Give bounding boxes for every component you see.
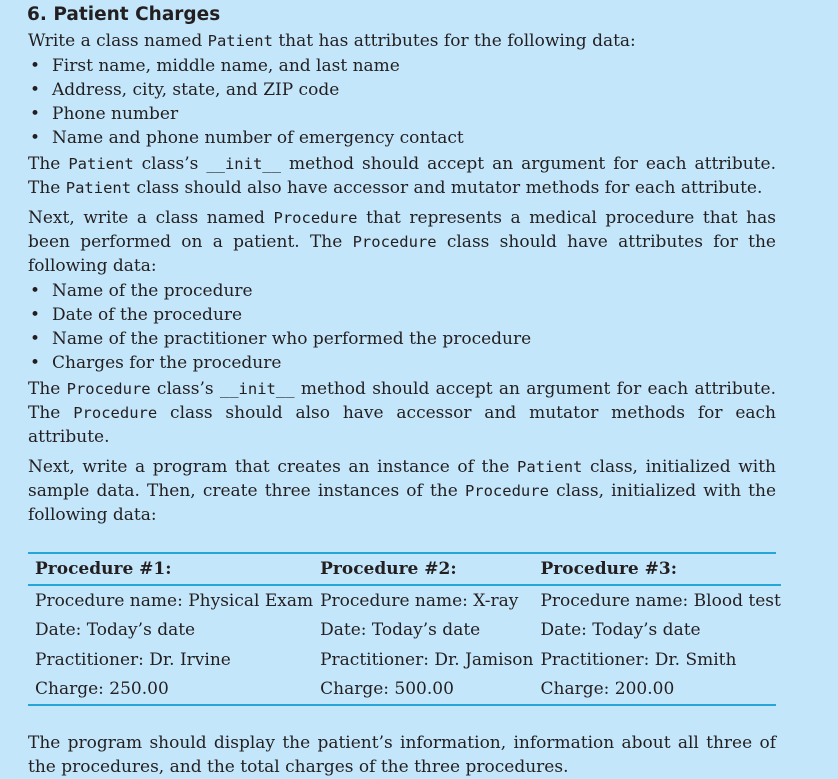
- text: The: [28, 379, 67, 399]
- text: class should have attributes for the following data:: [28, 232, 776, 276]
- list-item: [28, 351, 776, 375]
- list-item-text: Address, city, state, and ZIP code: [52, 80, 340, 100]
- text: Write a class named: [28, 31, 208, 51]
- list-item-text: Name of the procedure: [52, 281, 253, 301]
- table-cell: Procedure name: X-ray: [320, 590, 519, 611]
- text: class’s: [150, 379, 220, 399]
- list-item-text: Charges for the procedure: [52, 353, 282, 373]
- class-name-code: Procedure: [73, 404, 158, 422]
- list-item: [28, 102, 776, 126]
- method-name-code: __init__: [219, 380, 295, 398]
- bullet-icon: •: [30, 305, 41, 325]
- text: Next, write a class named: [28, 208, 274, 228]
- table-cell: Practitioner: Dr. Jamison: [320, 649, 534, 670]
- table-cell: Procedure name: Physical Exam: [35, 590, 314, 611]
- table-cell: Practitioner: Dr. Smith: [540, 649, 737, 670]
- list-item-text: First name, middle name, and last name: [52, 56, 400, 76]
- list-item-text: Name of the practitioner who performed the procedure: [52, 329, 532, 349]
- table-cell: Date: Today’s date: [35, 620, 196, 641]
- table-cell: Date: Today’s date: [540, 620, 701, 641]
- class-name-code: Patient: [207, 32, 273, 50]
- table-cell: Charge: 250.00: [35, 679, 169, 700]
- text: Next, write a program that creates an instance of the: [28, 457, 518, 477]
- bullet-icon: •: [30, 353, 41, 373]
- column-header: Procedure #2:: [313, 554, 533, 585]
- procedure-attributes-list: [28, 279, 776, 375]
- list-item: [28, 279, 776, 303]
- bullet-icon: •: [30, 281, 41, 301]
- bullet-icon: •: [30, 56, 41, 76]
- column-header: Procedure #3:: [533, 554, 780, 585]
- table-row: [28, 645, 781, 675]
- text: method should accept an argument for each attribute. The: [28, 379, 776, 423]
- procedure-class-paragraph: [28, 206, 776, 278]
- class-name-code: Patient: [517, 458, 583, 476]
- text: that represents a medical procedure that has been performed on a patient. The: [28, 208, 776, 252]
- bullet-icon: •: [30, 329, 41, 349]
- class-name-code: Procedure: [464, 482, 549, 500]
- list-item-text: Name and phone number of emergency contact: [52, 128, 464, 148]
- closing-paragraph: The program should display the patient’s information, information about all three of the procedures, and the total charges of the three procedures.: [28, 733, 776, 777]
- class-name-code: Procedure: [352, 233, 437, 251]
- program-paragraph: [28, 455, 776, 527]
- intro-paragraph: [28, 29, 776, 53]
- text: class should also have accessor and mutator methods for each attribute.: [28, 403, 776, 447]
- column-header: Procedure #1:: [28, 554, 313, 585]
- exercise-heading: 6. Patient Charges: [27, 4, 221, 25]
- text: class’s: [133, 154, 207, 174]
- bullet-icon: •: [30, 104, 41, 124]
- table-header-row: [28, 554, 781, 585]
- procedure-init-paragraph: [28, 377, 776, 449]
- patient-attributes-list: [28, 54, 776, 150]
- list-item: [28, 78, 776, 102]
- table-row: [28, 616, 781, 646]
- table-cell: Date: Today’s date: [320, 620, 481, 641]
- method-name-code: __init__: [206, 155, 281, 173]
- text: class, initialized with sample data. Then, create three instances of the: [28, 457, 776, 501]
- list-item-text: Phone number: [52, 104, 179, 124]
- class-name-code: Procedure: [66, 380, 151, 398]
- list-item: [28, 54, 776, 78]
- procedures-table: [28, 552, 781, 706]
- list-item: [28, 327, 776, 351]
- class-name-code: Patient: [65, 179, 132, 197]
- text: class should also have accessor and mutator methods for each attribute.: [131, 178, 763, 198]
- list-item: [28, 303, 776, 327]
- table-cell: Charge: 200.00: [540, 679, 675, 700]
- list-item: [28, 126, 776, 150]
- text: that has attributes for the following data:: [272, 31, 636, 51]
- table-cell: Procedure name: Blood test: [540, 590, 781, 611]
- class-name-code: Patient: [68, 155, 134, 173]
- table-row: [28, 675, 781, 705]
- table-cell: Charge: 500.00: [320, 679, 454, 700]
- text: class, initialized with the following data:: [28, 481, 777, 525]
- patient-init-paragraph: [28, 152, 776, 200]
- bullet-icon: •: [30, 128, 41, 148]
- list-item-text: Date of the procedure: [52, 305, 243, 325]
- table-row: [28, 585, 781, 616]
- bullet-icon: •: [30, 80, 41, 100]
- text: The: [28, 154, 69, 174]
- text: method should accept an argument for each attribute. The: [28, 154, 776, 198]
- class-name-code: Procedure: [273, 209, 358, 227]
- table-cell: Practitioner: Dr. Irvine: [35, 649, 231, 670]
